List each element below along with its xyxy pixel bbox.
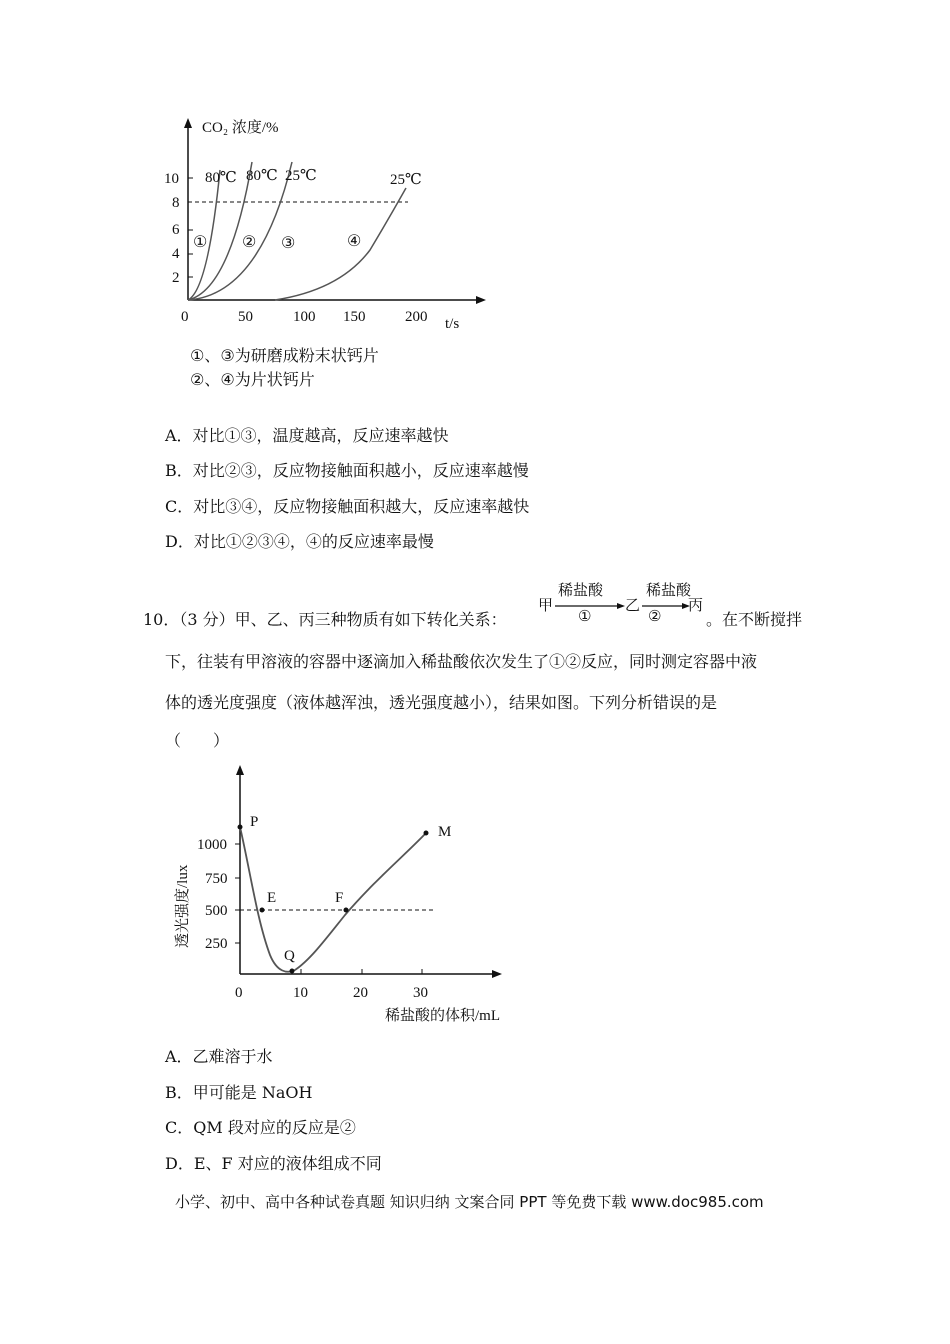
point-label-f: F bbox=[335, 890, 344, 906]
question-10-stem-end: 。在不断搅拌 bbox=[706, 610, 803, 629]
step-1: ① bbox=[578, 607, 592, 625]
x-tick-label: 200 bbox=[405, 309, 428, 325]
x-tick-label: 10 bbox=[293, 985, 308, 1001]
y-tick-label: 8 bbox=[172, 195, 180, 211]
point-m bbox=[424, 831, 429, 836]
x-axis-arrow bbox=[492, 970, 502, 978]
x-tick-label: 0 bbox=[181, 309, 189, 325]
light-intensity-chart bbox=[165, 760, 525, 1030]
curve-number-1: ① bbox=[193, 234, 208, 251]
option-d: D．E、F 对应的液体组成不同 bbox=[165, 1154, 382, 1173]
option-a: A．乙难溶于水 bbox=[165, 1047, 273, 1066]
y-tick-label: 6 bbox=[172, 222, 180, 238]
substance-c: 丙 bbox=[688, 596, 704, 614]
curve-label-2: 80℃ bbox=[246, 168, 278, 184]
co2-concentration-chart bbox=[160, 110, 500, 340]
curve-label-3: 25℃ bbox=[285, 168, 317, 184]
x-tick-label: 20 bbox=[353, 985, 368, 1001]
option-d: D．对比①②③④，④的反应速率最慢 bbox=[165, 532, 434, 551]
x-axis-label: 稀盐酸的体积/mL bbox=[385, 1008, 500, 1024]
y-tick-label: 2 bbox=[172, 270, 180, 286]
y-tick-label: 750 bbox=[205, 871, 228, 887]
x-tick-label: 0 bbox=[235, 985, 243, 1001]
question-10-stem: 下，往装有甲溶液的容器中逐滴加入稀盐酸依次发生了①②反应，同时测定容器中液 bbox=[165, 652, 758, 671]
point-label-e: E bbox=[267, 890, 277, 906]
x-tick-label: 150 bbox=[343, 309, 366, 325]
y-tick-label: 4 bbox=[172, 246, 180, 262]
option-a: A．对比①③，温度越高，反应速率越快 bbox=[165, 426, 449, 445]
x-tick-label: 100 bbox=[293, 309, 316, 325]
y-tick-label: 250 bbox=[205, 936, 228, 952]
reagent-1: 稀盐酸 bbox=[558, 581, 604, 599]
curve-number-3: ③ bbox=[281, 235, 296, 252]
question-10-stem: 体的透光度强度（液体越浑浊，透光强度越小），结果如图。下列分析错误的是 bbox=[165, 693, 718, 712]
y-axis-label: 透光强度/lux bbox=[175, 864, 191, 948]
curve-label-4: 25℃ bbox=[390, 172, 422, 188]
y-tick-label: 1000 bbox=[197, 837, 227, 853]
chart-note: ②、④为片状钙片 bbox=[190, 370, 315, 389]
footer-text: 小学、初中、高中各种试卷真题 知识归纳 文案合同 PPT 等免费下载 www.doc985.com bbox=[175, 1193, 764, 1211]
x-tick-label: 50 bbox=[238, 309, 253, 325]
y-tick-label: 500 bbox=[205, 903, 228, 919]
y-axis-arrow bbox=[236, 765, 244, 775]
option-b: B．对比②③，反应物接触面积越小，反应速率越慢 bbox=[165, 461, 529, 480]
curve-label-1: 80℃ bbox=[205, 170, 237, 186]
reagent-2: 稀盐酸 bbox=[646, 581, 692, 599]
point-label-q: Q bbox=[284, 948, 295, 964]
curve-number-4: ④ bbox=[347, 233, 362, 250]
option-b: B．甲可能是 NaOH bbox=[165, 1083, 313, 1102]
conversion-scheme bbox=[538, 583, 708, 627]
option-c: C．对比③④，反应物接触面积越大，反应速率越快 bbox=[165, 497, 530, 516]
substance-a: 甲 bbox=[538, 596, 554, 614]
option-c: C．QM 段对应的反应是② bbox=[165, 1118, 356, 1137]
x-axis-label: t/s bbox=[445, 316, 460, 332]
curve-number-2: ② bbox=[242, 234, 257, 251]
x-axis-arrow bbox=[476, 296, 486, 304]
point-p bbox=[238, 825, 243, 830]
answer-bracket: （ ） bbox=[165, 731, 230, 750]
y-tick-label: 10 bbox=[164, 171, 179, 187]
y-axis-label: CO₂ 浓度/% bbox=[202, 120, 279, 136]
substance-b: 乙 bbox=[625, 596, 641, 614]
point-label-p: P bbox=[250, 814, 259, 830]
x-tick-label: 30 bbox=[413, 985, 428, 1001]
question-10-stem: 10．（3 分）甲、乙、丙三种物质有如下转化关系： bbox=[143, 610, 507, 629]
step-2: ② bbox=[648, 607, 662, 625]
point-q bbox=[290, 969, 295, 974]
point-f bbox=[344, 908, 349, 913]
point-label-m: M bbox=[438, 824, 452, 840]
chart-note: ①、③为研磨成粉末状钙片 bbox=[190, 346, 379, 365]
point-e bbox=[260, 908, 265, 913]
y-axis-arrow bbox=[184, 118, 192, 128]
